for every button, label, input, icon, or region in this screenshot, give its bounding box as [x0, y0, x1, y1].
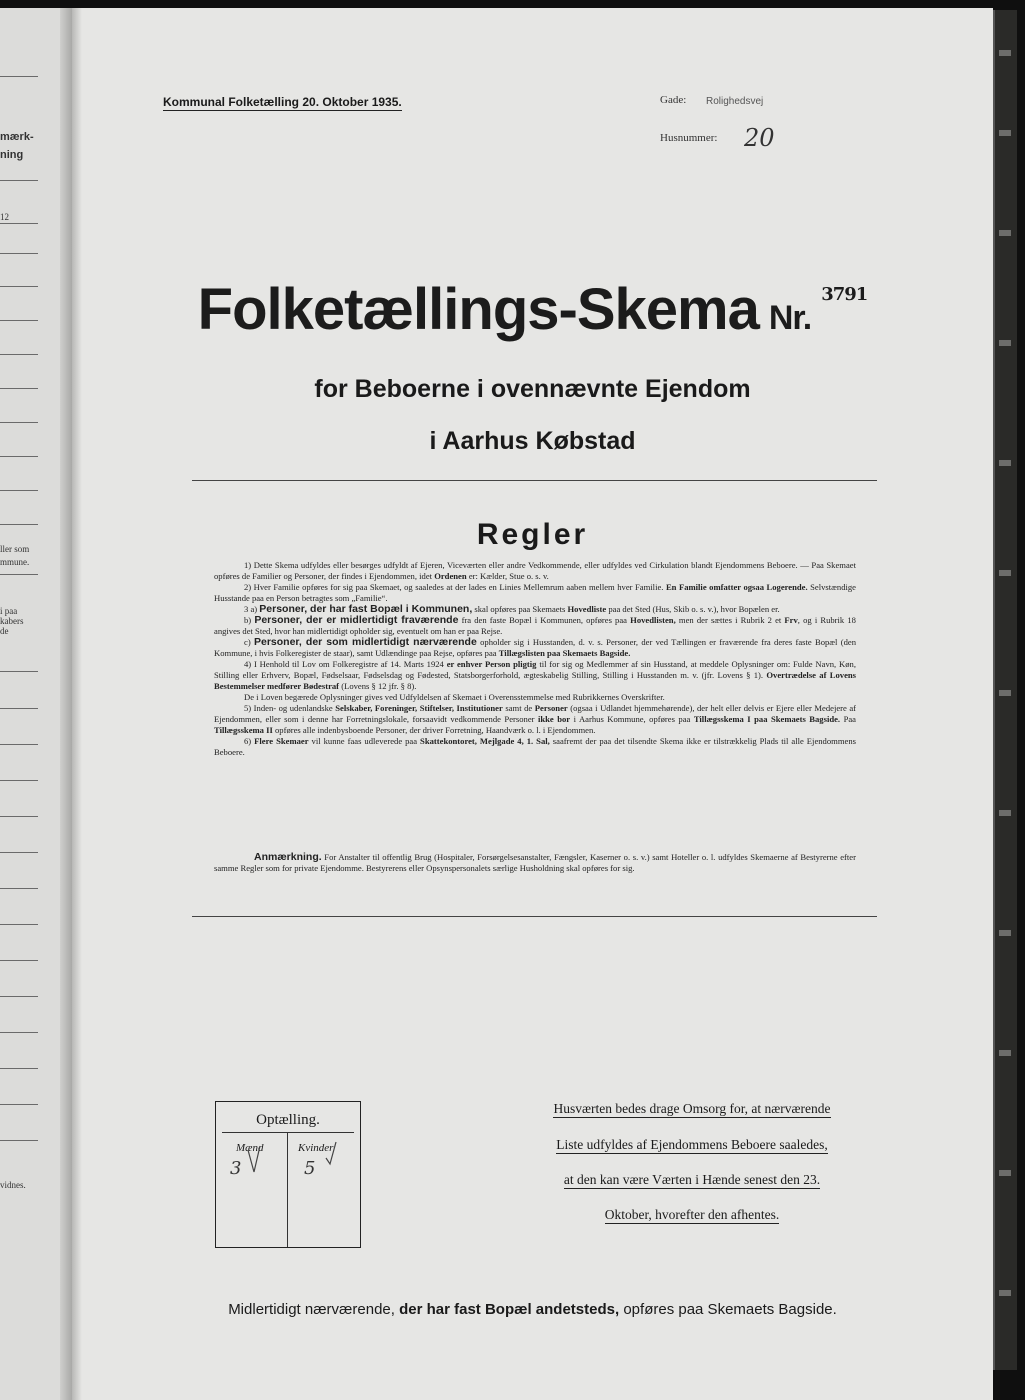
footer-note: Midlertidigt nærværende, der har fast Bopæl andetsteds, opføres paa Skemaets Bagside. [228, 1301, 837, 1318]
left-label: ning [0, 149, 24, 161]
census-form-page [72, 8, 993, 1400]
left-rule [0, 816, 38, 817]
women-count: 5 [304, 1158, 316, 1179]
remark [214, 852, 856, 874]
left-rule [0, 320, 38, 321]
remark-text: For Anstalter til offentlig Brug (Hospitaler, Forsørgelsesanstalter, Fængsler, Kaserner o. s. v.) samt Hoteller o. l. udfyldes Skemaerne af Bestyrerne efter samme Regler som for private Ejendomme. Bestyrerens eller Opsynspersonalets særlige Husholdning skal opføres for sig. [214, 852, 856, 873]
form-title-main: Folketællings-Skema [197, 277, 759, 342]
rule-3a: 3 a) Personer, der har fast Bopæl i Kommunen, skal opføres paa Skemaets Hovedliste paa det Sted (Hus, Skib o. s. v.), hvor Bopælen er. [244, 603, 780, 615]
rule-2: 2) Hver Familie opføres for sig paa Skemaet, og saaledes at der lades en Linies Mellemrum aaben mellem hver Familie. En Familie omfatter ogsaa Logerende. Selvstændige Husstande paa en Person betragtes som „Familie“. [214, 582, 856, 603]
left-text: mmune. [0, 557, 30, 567]
left-rule [0, 1140, 38, 1141]
left-rule [0, 286, 38, 287]
form-number-value: 3791 [821, 284, 868, 305]
left-rule [0, 1068, 38, 1069]
left-rule [0, 996, 38, 997]
rule-1: 1) Dette Skema udfyldes eller besørges udfyldt af Ejeren, Viceværten eller andre Vedkommende, eller udfyldes ved Cirkulation blandt Ejendommens Beboere. — Paa Skemaet opføres de Familier og Personer, der findes i Ejendommen, idet Ordenen er: Kælder, Stue o. s. v. [214, 560, 856, 581]
left-rule [0, 852, 38, 853]
left-rule [0, 490, 38, 491]
notice-line: Liste udfyldes af Ejendommens Beboere saaledes, [556, 1137, 828, 1152]
left-rule [0, 574, 38, 575]
left-label: mærk- [0, 131, 34, 143]
page-gutter [72, 8, 82, 1400]
left-rule [0, 744, 38, 745]
count-box-title: Optælling. [256, 1112, 320, 1128]
women-label: Kvinder [298, 1142, 334, 1154]
left-text: de [0, 626, 9, 636]
left-rule [0, 456, 38, 457]
rule-5: 5) Inden- og udenlandske Selskaber, Foreninger, Stiftelser, Institutioner samt de Personer (ogsaa i Udlandet hjemmehørende), der helt eller delvis er Ejere eller Medejere af Ejendommen, eller som i denne har Forretningslokale, forsaavidt vedkommende Personer ikke bor i Aarhus Kommune, opføres paa Tillægsskema I paa Skemaets Bagside. Paa Tillægsskema II opføres alle indenbysboende Personer, der driver Forretning, Haandværk o. l. i Ejendommen. [214, 703, 857, 735]
left-rule [0, 1032, 38, 1033]
left-rule [0, 924, 38, 925]
notice-line: at den kan være Værten i Hænde senest den 23. [563, 1172, 821, 1187]
remark-label: Anmærkning. [254, 851, 322, 863]
count-box [215, 1101, 361, 1248]
left-text: vidnes. [0, 1180, 26, 1190]
census-header: Kommunal Folketælling 20. Oktober 1935. [163, 95, 402, 109]
left-rule [0, 354, 38, 355]
rule-4-cont: De i Loven begærede Oplysninger gives ved Udfyldelsen af Skemaet i Overensstemmelse med Rubrikkernes Overskrifter. [244, 692, 665, 702]
left-rule [0, 76, 38, 77]
left-facing-page [0, 8, 72, 1400]
rules-text [214, 560, 856, 758]
notice-line: Husværten bedes drage Omsorg for, at nærværende [553, 1101, 831, 1116]
rule-3c: c) Personer, der som midlertidigt nærværende opholder sig i Husstanden, d. v. s. Personer, der ved Tællingen er fraværende fra deres faste Bopæl (den Kommune, i hvis Folkeregister de staar), samt Udlændinge paa Rejse, opføres paa Tillægslisten paa Skemaets Bagside. [214, 636, 856, 658]
rule-4: 4) I Henhold til Lov om Folkeregistre af 14. Marts 1924 er enhver Person pligtig til for sig og Medlemmer af sin Husstand, at meddele Oplysninger om: Fulde Navn, Køn, Stilling eller Erhverv, Bopæl, Fødselsaar, Fødselsdag og Fødested, Statsborgerforhold, ægteskabelig Stilling, Stilling i Husstanden m. v. (jfr. Lovens § 1). Overtrædelse af Lovens Bestemmelser medfører Bødestraf (Lovens § 12 jfr. § 8). [214, 659, 857, 691]
rule-3b: b) Personer, der er midlertidigt fraværende fra den faste Bopæl i Kommunen, opføres paa Hovedlisten, men der sættes i Rubrik 2 et Frv, og i Rubrik 18 angives det Sted, hvor han midlertidigt opholder sig, eventuelt om han er paa Rejse. [214, 614, 856, 636]
left-rule [0, 780, 38, 781]
form-title [72, 276, 993, 343]
left-text: kabers [0, 616, 24, 626]
rules-heading: Regler [476, 518, 589, 551]
men-label: Mænd [236, 1142, 264, 1154]
rule-6: 6) Flere Skemaer vil kunne faas udleverede paa Skattekontoret, Mejlgade 4, 1. Sal, saafremt der paa det tilsendte Skema ikke er tilstrækkelig Plads til alle Ejendommens Beboere. [214, 736, 856, 757]
left-text: i paa [0, 606, 18, 616]
page-fold [60, 8, 72, 1400]
form-subtitle-location: i Aarhus Købstad [429, 427, 636, 455]
left-rule [0, 524, 38, 525]
street-value: Rolighedsvej [706, 96, 764, 107]
left-rule [0, 180, 38, 181]
house-number-value: 20 [744, 124, 775, 152]
divider [192, 916, 877, 917]
form-subtitle: for Beboerne i ovennævnte Ejendom [314, 375, 751, 403]
tick-marks [216, 1102, 360, 1247]
left-rule [0, 223, 38, 224]
notice-line: Oktober, hvorefter den afhentes. [604, 1207, 780, 1222]
left-rule [0, 388, 38, 389]
house-number-label: Husnummer: [660, 132, 718, 144]
left-rule [0, 671, 38, 672]
form-number-label: Nr. [768, 299, 812, 337]
street-label: Gade: [660, 94, 687, 106]
men-count: 3 [230, 1158, 242, 1179]
left-rule [0, 708, 38, 709]
left-text: ller som [0, 544, 30, 554]
left-rule [0, 1104, 38, 1105]
left-rule [0, 960, 38, 961]
left-number: 12 [0, 212, 9, 222]
left-rule [0, 888, 38, 889]
left-rule [0, 253, 38, 254]
divider [192, 480, 877, 481]
book-binding [993, 10, 1017, 1370]
left-rule [0, 422, 38, 423]
